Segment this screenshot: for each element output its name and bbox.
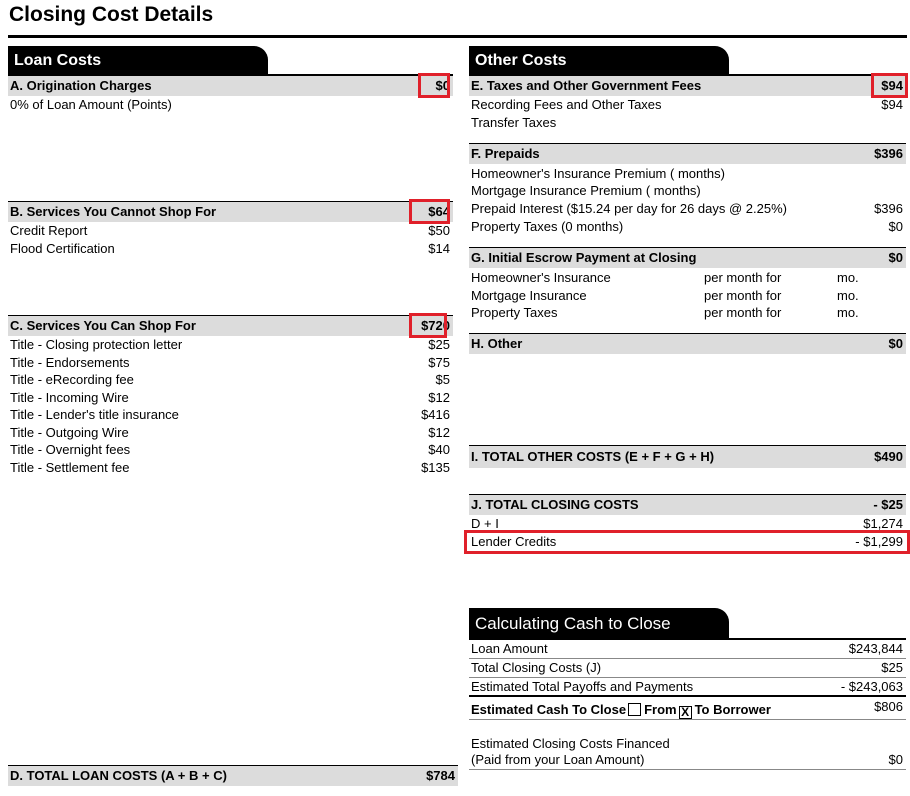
cash-to-close-value: $806 xyxy=(874,699,903,714)
section-c-item: Title - Settlement fee $135 xyxy=(10,460,450,475)
section-b-item: Credit Report $50 xyxy=(10,223,450,238)
section-f-label: F. Prepaids xyxy=(471,146,540,161)
cash-row-payoffs: Estimated Total Payoffs and Payments - $243,063 xyxy=(471,679,903,694)
section-f-item: Homeowner's Insurance Premium ( months) xyxy=(471,166,725,181)
financed-divider xyxy=(469,769,906,770)
section-c-item: Title - Closing protection letter $25 xyxy=(10,337,450,352)
section-a-item: 0% of Loan Amount (Points) xyxy=(10,97,172,112)
financed-line-1: Estimated Closing Costs Financed xyxy=(471,736,670,751)
section-c-total: $720 xyxy=(421,318,450,333)
financed-value: $0 xyxy=(888,752,903,767)
section-e-item: Recording Fees and Other Taxes $94 xyxy=(471,97,903,112)
section-b-item: Flood Certification $14 xyxy=(10,241,450,256)
section-g-item: Property Taxes per month for mo. xyxy=(471,305,859,320)
section-c-header xyxy=(8,316,453,336)
section-e-label: E. Taxes and Other Government Fees xyxy=(471,78,702,93)
cash-final-rule xyxy=(469,695,906,697)
to-borrower-label: To Borrower xyxy=(694,702,771,717)
cash-to-close-label: Estimated Cash To Close xyxy=(471,702,627,717)
from-checkbox[interactable] xyxy=(628,703,641,716)
section-g-item: Mortgage Insurance per month for mo. xyxy=(471,288,859,303)
section-j-item: D + I $1,274 xyxy=(471,516,903,531)
cash-row-loan-amount: Loan Amount $243,844 xyxy=(471,641,903,656)
section-g-header xyxy=(469,248,906,268)
lender-credits-row: Lender Credits - $1,299 xyxy=(471,534,903,549)
section-c-item: Title - Overnight fees $40 xyxy=(10,442,450,457)
section-d-label: D. TOTAL LOAN COSTS (A + B + C) xyxy=(10,768,227,783)
section-c-item: Title - Incoming Wire $12 xyxy=(10,390,450,405)
other-costs-tab: Other Costs xyxy=(469,46,729,74)
from-label: From xyxy=(644,702,677,717)
section-i-label: I. TOTAL OTHER COSTS (E + F + G + H) xyxy=(471,449,715,464)
section-h-label: H. Other xyxy=(471,336,523,351)
page-title: Closing Cost Details xyxy=(9,3,214,26)
section-f-header xyxy=(469,144,906,164)
section-j-header xyxy=(469,495,906,515)
highlight-box-lender-credits xyxy=(464,530,910,554)
section-b-total: $64 xyxy=(428,204,450,219)
section-g-total: $0 xyxy=(888,250,903,265)
section-f-item: Property Taxes (0 months) $0 xyxy=(471,219,903,234)
section-b-label: B. Services You Cannot Shop For xyxy=(10,204,217,219)
section-f-total: $396 xyxy=(874,146,903,161)
cash-row-divider xyxy=(469,719,906,720)
cash-to-close-tab: Calculating Cash to Close xyxy=(469,608,729,638)
section-g-item: Homeowner's Insurance per month for mo. xyxy=(471,270,859,285)
highlight-box-c xyxy=(409,313,447,338)
section-j-label: J. TOTAL CLOSING COSTS xyxy=(471,497,639,512)
section-c-label: C. Services You Can Shop For xyxy=(10,318,196,333)
section-h-header xyxy=(469,334,906,354)
section-i-header xyxy=(469,446,906,468)
title-divider xyxy=(8,35,907,38)
section-a-total: $0 xyxy=(435,78,450,93)
section-f-item: Prepaid Interest ($15.24 per day for 26 days @ 2.25%) $396 xyxy=(471,201,903,216)
cash-row-total-closing-costs: Total Closing Costs (J) $25 xyxy=(471,660,903,675)
highlight-box-a xyxy=(418,73,450,98)
section-b-header xyxy=(8,202,453,222)
section-c-item: Title - eRecording fee $5 xyxy=(10,372,450,387)
section-i-total: $490 xyxy=(874,449,903,464)
section-d-total: $784 xyxy=(426,768,455,783)
section-e-header xyxy=(469,76,906,96)
financed-line-2: (Paid from your Loan Amount) $0 xyxy=(471,752,903,767)
cash-row-estimated-cash-to-close xyxy=(469,700,906,719)
section-g-label: G. Initial Escrow Payment at Closing xyxy=(471,250,697,265)
section-d-header xyxy=(8,766,458,786)
section-c-item: Title - Lender's title insurance $416 xyxy=(10,407,450,422)
section-a-label: A. Origination Charges xyxy=(10,78,152,93)
section-j-total: - $25 xyxy=(873,497,903,512)
section-c-item: Title - Outgoing Wire $12 xyxy=(10,425,450,440)
section-e-total: $94 xyxy=(881,78,903,93)
loan-costs-tab: Loan Costs xyxy=(8,46,268,74)
section-f-item: Mortgage Insurance Premium ( months) xyxy=(471,183,701,198)
highlight-box-e xyxy=(871,73,908,98)
section-a-header xyxy=(8,76,453,96)
section-h-total: $0 xyxy=(888,336,903,351)
highlight-box-b xyxy=(409,199,450,224)
to-borrower-checkbox[interactable]: X xyxy=(679,706,692,719)
section-c-item: Title - Endorsements $75 xyxy=(10,355,450,370)
section-e-item: Transfer Taxes xyxy=(471,115,557,130)
